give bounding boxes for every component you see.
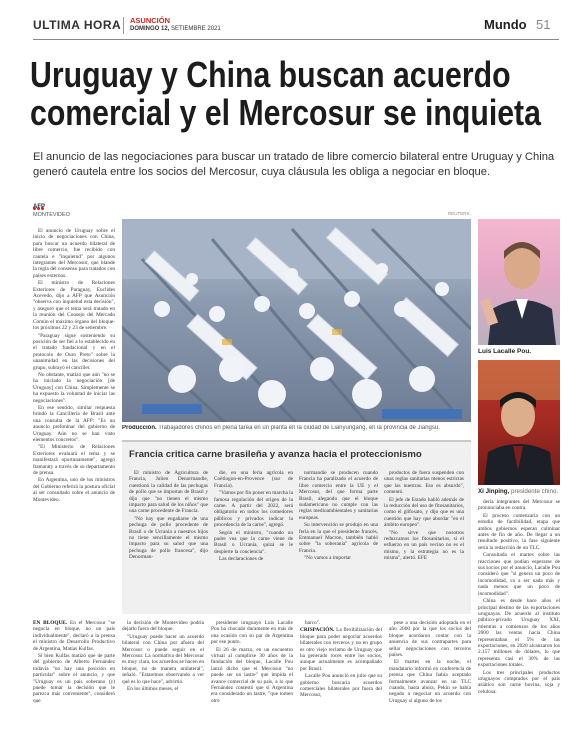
factory-photo xyxy=(122,219,471,422)
paragraph: "Vamos por fin poner en marcha la famosa regulación del origen de la carne. A partir del 2022, será obligatorio en todos los comedores públicos y privados indicar la procedencia de la carne", agregó. xyxy=(214,490,293,529)
article-column-1 xyxy=(33,228,115,584)
paragraph: No obstante, matizó que aún "no se ha iniciado la negociación [de Uruguay] con China. Simplemente se ha expuesto la voluntad de iniciar las negociaciones". xyxy=(33,371,115,404)
paragraph: Consultada el martes sobre las reacciones que podían esperarse de sus socios por el anuncio, Lacalle Pou consideró que "si genera un poco de incomodidad, va a ser nada más y nada menos que un poco de incomodidad". xyxy=(478,552,560,597)
paragraph: El ministro de Relaciones Exteriores de Paraguay, Euclides Acevedo, dijo a AFP que Asunción "observa con inquietud esta decisión", y aseguró que el tema será tratado en la reunión del Consejo del Mercado Común el máximo órgano del bloque- los próximos 22 y 23 de setiembre. xyxy=(33,280,115,332)
paragraph-text: la decisión de Montevideo podría dejarlo fuera del bloque. xyxy=(122,620,204,633)
sidebar-column-4 xyxy=(384,470,464,610)
paragraph xyxy=(300,673,382,699)
sidebar-column-2 xyxy=(214,470,293,610)
paragraph xyxy=(300,620,382,626)
deck: El anuncio de las negociaciones para buscar un tratado de libre comercio bilateral entre Uruguay y China generó cautela entre los socios del Mercosur, cuya cláusula les obliga a negociar en bloque. xyxy=(33,151,555,178)
paragraph: productos de fuera suspenden con unas reglas sanitarias menos estrictas que las nuestras. Eso es absurdo", comentó. xyxy=(384,470,464,496)
sidebar-accent xyxy=(122,440,471,442)
category-label: Mundo xyxy=(484,17,527,32)
paragraph xyxy=(211,647,293,705)
lower-column-5 xyxy=(389,620,471,745)
header-rule xyxy=(33,39,559,40)
paragraph: dería integrantes del Mercosur se pronunciaba en contra. xyxy=(478,499,560,512)
paragraph: El anuncio de Uruguay sobre el inicio de negociaciones con China, para buscar un acuerdo bilateral de libre comercio, fue recibido con cautela e "inquietud" por algunos integrantes del Mercosur, que blande la regla del consenso para tratados con países externos. xyxy=(33,228,115,279)
lower-column-2 xyxy=(122,620,204,745)
brand-name: ASUNCIÓN xyxy=(130,16,171,25)
paragraph-text: En el Mercosur "se negocia en bloque, no un país individualmente", declaró a la prensa el ministro de Desarrollo Productivo de Argentina, Matías Kulfas. xyxy=(33,620,115,652)
paragraph: "Paraguay sigue sosteniendo su posición de ser fiel a lo establecido en el tratado fundacional y en el protocolo de Ouro Preto" sobre la unanimidad en las decisiones del grupo, subrayó el canciller. xyxy=(33,332,115,371)
sidebar-title: Francia critica carne brasileña y avanza hacia el proteccionismo xyxy=(129,449,422,460)
lacalle-pou-caption: Luis Lacalle Pou. xyxy=(478,348,532,355)
subhead: CRISPACIÓN. xyxy=(300,627,335,634)
paragraph: En ese sentido, similar respuesta brindó la Cancillería de Brasil ante una consulta de la AFP: "Es un anuncio preliminar del gobierno de Uruguay. Aún no se han visto elementos concretos". xyxy=(33,404,115,443)
paragraph: Su intervención se produjo en una feria en la que el presidente francés, Emmanuel Macron, también habló sobre "la soberanía" agrícola de Francia. xyxy=(299,522,378,554)
paragraph-text: Lacalle Pou anunció en julio que su gobierno buscaría acuerdos comerciales bilaterales por fuera del Mercosur, xyxy=(300,673,382,699)
paragraph: Según el ministro, "cuando un padre vea que la carne viene de Brasil o Ucrania, quizá se le despierte la conciencia". xyxy=(214,529,293,555)
photo-caption-lead: Producción. xyxy=(122,425,157,431)
paragraph: Las declaraciones de xyxy=(219,556,264,563)
paragraph-text: presidente uruguayo Luis Lacalle Pou ha chocado duramente en más de una ocasión con su par de Argentina por ese punto. xyxy=(211,620,293,646)
paragraph: normandie se producen cuando Francia ha paralizado el acuerdo de libre comercio entre la UE y el Mercosur, del que forma parte Brasil, alegando que el bloque sudamericano no cumple con las reglas medioambientales y sanitarias europeas. xyxy=(299,470,378,521)
paragraph: China es desde hace años el principal destino de las exportaciones uruguayas. De acuerdo al instituto público-privado Uruguay XXI, mientras a comienzos de los años 2000 las ventas hacia China representaban el 5% de las exportaciones, en 2020 alcanzaron los 2.157 millones de dólares, lo que representa casi el 30% de las exportaciones totales. xyxy=(478,598,560,669)
paragraph xyxy=(122,620,204,633)
paragraph-text: El martes en la noche, el mandatario informó en conferencia de prensa que China había aceptado formalmente avanzar en un TLC cuando, hasta ahora, Pekín se había negado a negociar un acuerdo con Uruguay si alguno de los xyxy=(389,659,471,704)
agency-name: AFP xyxy=(33,204,45,210)
paragraph-text: pese a una decisión adoptada en el año 2000 por la que los socios del bloque acordaron contar con la anuencia de sus contrapartes para sellar negociaciones con terceros países. xyxy=(389,620,471,659)
paragraph xyxy=(389,620,471,658)
paragraph-text: barco". xyxy=(305,620,321,626)
photo-caption xyxy=(122,425,471,431)
xi-jinping-caption-text: presidente chino. xyxy=(509,488,559,495)
paragraph xyxy=(33,620,115,652)
article-right-column xyxy=(478,499,560,739)
header-divider xyxy=(123,17,124,34)
lacalle-pou-photo xyxy=(478,219,560,345)
paragraph: "El Ministerio de Relaciones Exteriores evaluará el tema y se manifestará oportunamente", agregó Itamaraty a través de su departamento de prensa. xyxy=(33,444,115,477)
subhead: EN BLOQUE. xyxy=(33,620,68,626)
paragraph-text: "Uruguay puede hacer un acuerdo bilateral con China por afuera del Mercosur o puede seguir en el Mercosur. La normativa del Mercosur es muy clara, los acuerdos se hacen en bloque, no de manera unilateral", señaló. "Estaremos observando a ver qué es lo que hace", advirtió. xyxy=(122,633,204,685)
headline xyxy=(30,54,541,133)
paragraph xyxy=(300,627,382,672)
paragraph: El proceso comenzaría con un estudio de factibilidad, etapa que ambos gobiernos esperan culminar antes de fin de año. De llegar a un resultado positivo, la fase siguiente sería la redacción de un TLC. xyxy=(478,512,560,551)
xi-jinping-caption-lead: Xi Jinping, xyxy=(478,488,510,495)
issue-date xyxy=(130,26,221,32)
paragraph-text: Si bien Kulfas matizó que de parte del gobierno de Alberto Fernández todavía "no hay una posición en particular" sobre el anuncio, y que "Uruguay es un país soberano (y) puede tomar la decisión que le parezca más conveniente", consideró que xyxy=(33,653,115,704)
paragraph xyxy=(211,620,293,646)
xi-jinping-caption xyxy=(478,488,558,495)
paragraph: "No vamos a importar xyxy=(304,555,352,562)
paragraph: El ministro de Agricultura de Francia, Julien Denormandie, cuestionó la calidad de las pechugas de pollo que se importan de Brasil y dijo que "no tienen el mismo impacto para salud de los niños" que una carne procedente de Francia. xyxy=(129,470,208,515)
sidebar-column-3 xyxy=(299,470,378,610)
paragraph xyxy=(389,659,471,704)
paragraph-text: El 26 de marzo, en un encuentro virtual al cumplirse 30 años de la fundación del bloque, Lacalle Pou lanzó dicho que el Mercosur "no puede ser un lastre" que impida el avance comercial de su país, a lo que Fernández contestó que si Argentina era considerado un lastre, "que tomen otro xyxy=(211,646,293,704)
lower-column-3 xyxy=(211,620,293,745)
paragraph: die, en una feria agrícola en Coëtlogon-en-Provence (sur de Francia). xyxy=(214,470,293,489)
page-number: 51 xyxy=(536,17,551,32)
paragraph: El jefe de Estado habló además de la reducción del uso de fitosanitarios, como el glifosato, y dijo que es una cuestión que hay que abordar "en el ámbito europeo". xyxy=(384,496,464,529)
paragraph xyxy=(122,634,204,685)
paragraph xyxy=(122,686,204,692)
paragraph: En Argentina, uno de los ministros del Gobierno referirá la postura oficial al ser consultado sobre el anuncio de Montevideo. xyxy=(33,477,115,503)
paragraph: Los tres principales productos uruguayos comprados por el país asiático son carne bovina, soja y celulosa. xyxy=(478,669,560,695)
headline-line-1: Uruguay y China buscan acuerdo xyxy=(30,54,511,95)
dateline: MONTEVIDEO xyxy=(33,212,70,218)
paragraph: "No sirve que nosotros reduzcamos los fitosanitarios, si el esfuerzo en un país vecino no es el mismo, y la estrategia no es la misma", alertó. EFE xyxy=(384,529,464,562)
paragraph-text: En los últimos meses, el xyxy=(127,686,179,693)
paragraph xyxy=(33,653,115,704)
paragraph: "No hay que engañarse de una pechuga de pollo procedente de Brasil o de Ucrania a nuestros hijos no tiene sencillamente el mismo impacto para su salud que una pechuga de pollo francesa", dijo Denorman- xyxy=(129,515,208,561)
xi-jinping-photo xyxy=(478,360,560,485)
sidebar-column-1 xyxy=(129,470,208,610)
paragraph-text: La flexibilización del bloque para poder negociar acuerdos bilaterales con terceros y no en grupo es otro viejo reclamo de Uruguay que ha generado roces entre los socios, aunque actualmente es acompañado por Brasil. xyxy=(300,627,382,672)
photo-caption-text: Trabajadores chinos en plena tarea en un planta en la ciudad de Lianyungang, en la provincia de Jiangsu. xyxy=(156,425,440,431)
issue-date-strong: DOMINGO 12, xyxy=(130,26,170,32)
lower-column-4 xyxy=(300,620,382,745)
issue-date-rest: SETIEMBRE 2021 xyxy=(169,26,221,32)
lower-column-1 xyxy=(33,620,115,745)
photo-credit: REUTERS xyxy=(448,211,470,216)
headline-line-2: comercial y el Mercosur se inquieta xyxy=(30,92,541,133)
section-label: ULTIMA HORA xyxy=(33,18,122,32)
